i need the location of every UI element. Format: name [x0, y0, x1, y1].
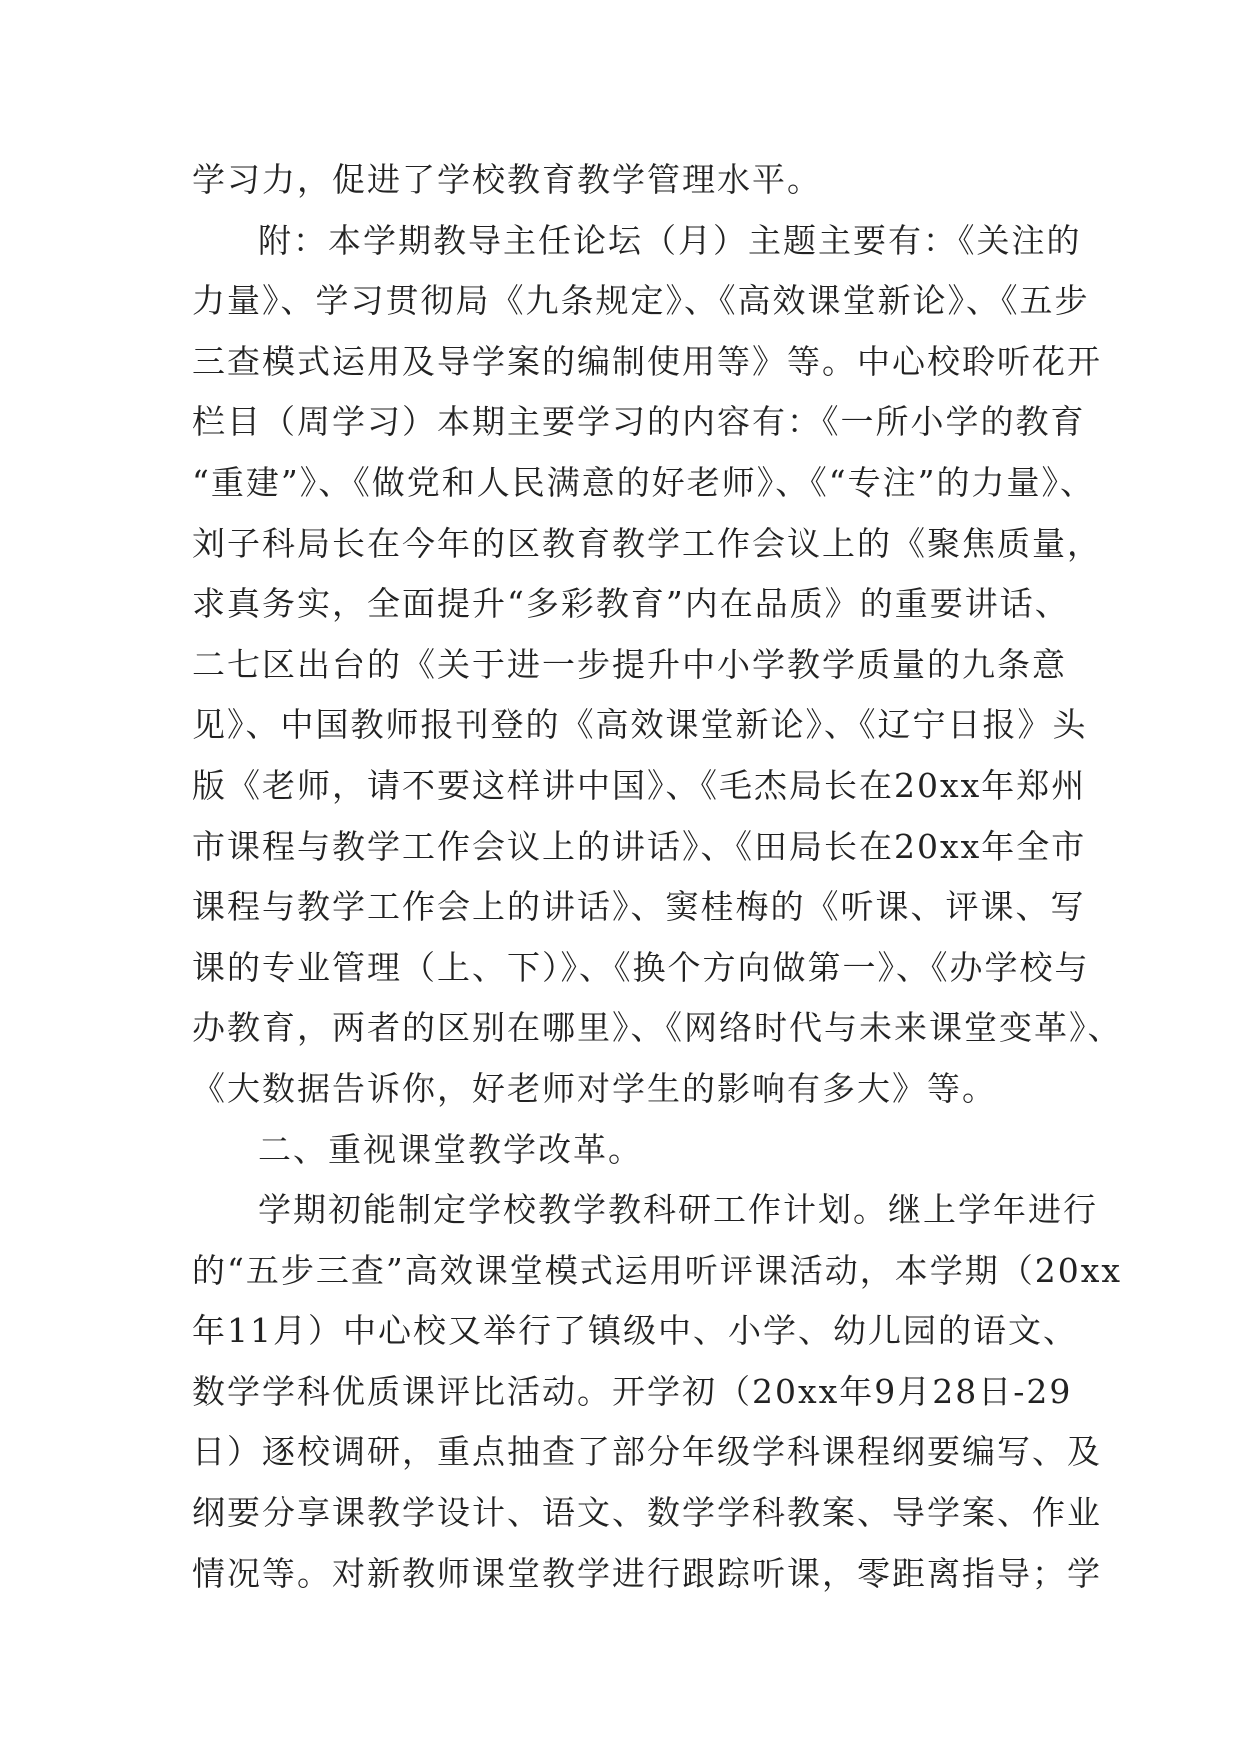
text-line: 的“五步三查”高效课堂模式运用听评课活动，本学期（20xx — [192, 1250, 1122, 1290]
text-line: 纲要分享课教学设计、语文、数学学科教案、导学案、作业 — [192, 1493, 1102, 1533]
text-line: 刘子科局长在今年的区教育教学工作会议上的《聚焦质量， — [192, 523, 1102, 563]
text-line: 力量》、学习贯彻局《九条规定》、《高效课堂新论》、《五步 — [192, 281, 1090, 321]
text-line: 办教育，两者的区别在哪里》、《网络时代与未来课堂变革》、 — [192, 1008, 1123, 1048]
text-line: 日）逐校调研，重点抽查了部分年级学科课程纲要编写、及 — [192, 1432, 1102, 1472]
text-line: 《大数据告诉你，好老师对学生的影响有多大》等。 — [192, 1068, 997, 1108]
body-text — [192, 150, 1123, 1604]
paragraph-start: 学期初能制定学校教学教科研工作计划。继上学年进行 — [258, 1190, 1098, 1230]
text-line: 市课程与教学工作会议上的讲话》、《田局长在20xx年全市 — [192, 826, 1087, 866]
text-line: 栏目（周学习）本期主要学习的内容有：《一所小学的教育 — [192, 402, 1086, 442]
text-line: 见》、中国教师报刊登的《高效课堂新论》、《辽宁日报》头 — [192, 705, 1088, 745]
section-heading: 二、重视课堂教学改革。 — [258, 1129, 643, 1169]
text-line: 课程与教学工作会上的讲话》、窦桂梅的《听课、评课、写 — [192, 887, 1086, 927]
text-line: 年11月）中心校又举行了镇级中、小学、幼儿园的语文、 — [192, 1311, 1078, 1351]
text-line: “重建”》、《做党和人民满意的好老师》、《“专注”的力量》、 — [192, 462, 1095, 502]
text-line: 数学学科优质课评比活动。开学初（20xx年9月28日-29 — [192, 1371, 1073, 1411]
text-line: 求真务实，全面提升“多彩教育”内在品质》的重要讲话、 — [192, 584, 1070, 624]
text-line: 学习力，促进了学校教育教学管理水平。 — [192, 160, 822, 199]
text-line: 三查模式运用及导学案的编制使用等》等。中心校聆听花开 — [192, 341, 1102, 381]
paragraph-appendix: 附：本学期教导主任论坛（月）主题主要有：《关注的 — [258, 220, 1082, 260]
text-line: 二七区出台的《关于进一步提升中小学教学质量的九条意 — [192, 644, 1067, 684]
text-line: 课的专业管理（上、下）》、《换个方向做第一》、《办学校与 — [192, 947, 1090, 987]
text-line: 情况等。对新教师课堂教学进行跟踪听课，零距离指导；学 — [192, 1553, 1102, 1593]
text-line: 版《老师，请不要这样讲中国》、《毛杰局长在20xx年郑州 — [192, 765, 1087, 805]
